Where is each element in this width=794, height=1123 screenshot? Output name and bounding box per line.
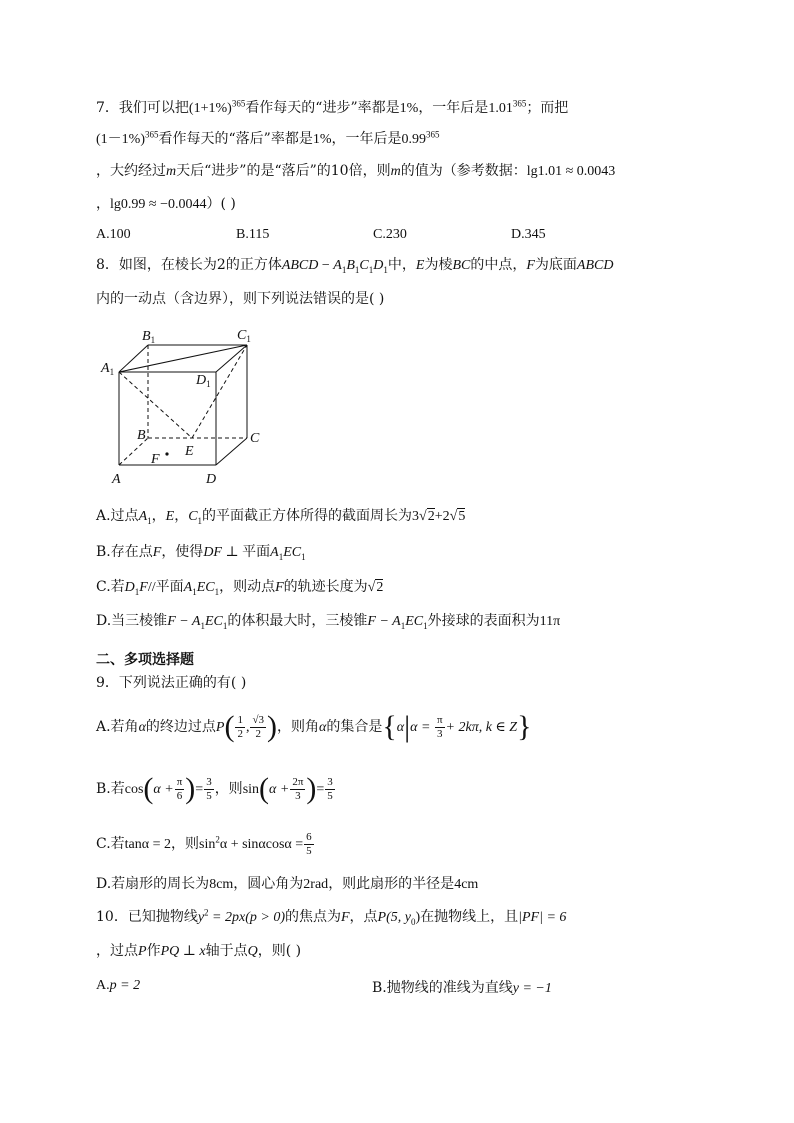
hidden-segment-a1e — [119, 372, 192, 438]
q10-line-2 — [96, 942, 301, 961]
paren: ( — [143, 772, 154, 805]
q9-option-d — [96, 875, 478, 894]
exponent: 365 — [145, 129, 159, 140]
text: ， — [151, 508, 166, 524]
math: F − A — [167, 614, 201, 629]
math: y = −1 — [512, 981, 552, 996]
math: DF — [203, 545, 222, 560]
math: P — [215, 720, 225, 735]
math: BC — [452, 258, 471, 273]
edge — [119, 345, 148, 372]
sqrt-sign: √ — [449, 509, 458, 524]
text: 的轨迹长度为 — [283, 579, 368, 595]
math: P(5, y — [377, 910, 411, 925]
q7-text: 天后“进步”的是“落后”的10倍，则 — [176, 163, 391, 179]
var-m: m — [166, 164, 177, 179]
text: A.过点 — [96, 508, 139, 524]
q7-value: 1.01 — [488, 101, 513, 116]
denominator: 6 — [176, 789, 183, 802]
q7-value: 0.99 — [401, 132, 426, 147]
math: A — [138, 509, 148, 524]
math: EC — [283, 545, 302, 560]
text: D.当三棱锥 — [96, 613, 168, 629]
text: ，使得 — [161, 544, 204, 560]
label-c1: $C_1$ — [237, 328, 251, 344]
paren: ( — [259, 772, 270, 805]
math: α = — [410, 720, 434, 735]
q7-text: ；而把 — [526, 100, 569, 116]
sqrt-sign: √ — [367, 580, 376, 595]
math: + 2kπ, k ∈ Z — [445, 720, 518, 735]
q7-line-2 — [96, 130, 440, 149]
brace: { — [382, 710, 397, 743]
math: y — [197, 910, 205, 925]
math: EC — [196, 580, 215, 595]
math: 3 — [412, 509, 420, 524]
paren: ( — [224, 710, 235, 743]
denominator: 5 — [306, 844, 312, 857]
fraction — [435, 714, 445, 741]
math: sin — [199, 837, 216, 852]
radicand: 2 — [427, 509, 435, 524]
label-a1: $A_1$ — [101, 361, 115, 377]
math: = 2px(p > 0) — [208, 910, 285, 925]
q8-text: 中， — [387, 257, 416, 273]
text: ，则此扇形的半径是 — [328, 876, 455, 892]
q7-option-c: C.230 — [373, 227, 407, 242]
denominator: 5 — [206, 789, 212, 802]
math: F — [340, 910, 350, 925]
math: D — [373, 258, 384, 273]
q7-ref-2: lg0.99 ≈ −0.0044 — [110, 197, 207, 212]
text: 作 — [146, 943, 161, 959]
subscript: 1 — [423, 620, 428, 631]
math: α — [319, 720, 327, 735]
fraction — [290, 776, 305, 803]
edge — [216, 345, 247, 372]
q7-line-3 — [96, 162, 615, 181]
text: ，过点 — [96, 943, 138, 959]
denominator: 2 — [255, 727, 261, 740]
text: ，圆心角为 — [233, 876, 304, 892]
radicand: 2 — [376, 580, 384, 595]
text: ，则( ) — [257, 943, 302, 959]
text: C.若 — [96, 836, 125, 852]
math: B — [346, 258, 355, 273]
q7-line-4 — [96, 195, 236, 214]
q7-percent: 1% — [399, 101, 419, 116]
section-heading: 二、多项选择题 — [96, 652, 194, 668]
subscript: 1 — [134, 586, 140, 597]
exponent: 365 — [426, 129, 440, 140]
fraction — [175, 776, 185, 803]
diagonal-a1c1 — [119, 345, 247, 372]
numerator: π — [176, 775, 183, 788]
math: ⊥ — [221, 545, 243, 560]
q7-text: 7．我们可以把 — [96, 100, 189, 116]
denominator: 5 — [327, 789, 333, 802]
q7-option-a: A.100 — [96, 227, 131, 242]
math: 2rad — [303, 877, 329, 892]
math: α + — [153, 782, 174, 797]
q7-percent: 1% — [312, 132, 332, 147]
text: A. — [96, 978, 110, 993]
text: D.若扇形的周长为 — [96, 876, 210, 892]
label-b1: $B_1$ — [142, 329, 156, 345]
fraction — [304, 831, 314, 858]
q9-option-a — [96, 710, 532, 743]
math: ABCD — [281, 258, 319, 273]
q8-text: 8．如图，在棱长为2的正方体 — [96, 257, 282, 273]
q8-option-c — [96, 578, 383, 597]
math: E — [165, 509, 175, 524]
sqrt-sign: √ — [419, 509, 427, 524]
text: 的平面截正方体所得的截面周长为 — [202, 508, 413, 524]
label-a: A — [112, 472, 121, 487]
math: F — [526, 258, 535, 273]
q7-text: 看作每天的“进步”率都是 — [245, 100, 400, 116]
exponent: 365 — [512, 98, 527, 109]
text: 平面 — [155, 579, 184, 595]
math: EC — [405, 614, 424, 629]
subscript: 1 — [147, 515, 152, 526]
point-f — [165, 452, 168, 455]
math: +2 — [434, 509, 450, 524]
math: A — [333, 258, 342, 273]
q8-line-1 — [96, 256, 613, 275]
math: p = 2 — [109, 978, 141, 993]
text: 的终边过点 — [145, 719, 216, 735]
math: D — [124, 580, 135, 595]
math: F — [139, 580, 148, 595]
subscript: 1 — [214, 586, 220, 597]
subscript: 1 — [341, 264, 347, 275]
subscript: 1 — [278, 551, 284, 562]
q9-option-b — [96, 772, 336, 805]
math: cos — [124, 782, 144, 797]
numerator: √3 — [252, 713, 265, 726]
math: PQ — [160, 944, 180, 959]
math: F − A — [367, 614, 401, 629]
q7-ref-1: lg1.01 ≈ 0.0043 — [526, 164, 616, 179]
math: α — [138, 720, 146, 735]
fraction — [235, 714, 245, 741]
q7-bracket: ）( ) — [206, 196, 236, 212]
q7-option-d: D.345 — [511, 227, 546, 242]
text: B.存在点 — [96, 544, 153, 560]
subscript: 1 — [200, 620, 205, 631]
math: A — [183, 580, 193, 595]
label-b: B — [137, 428, 146, 443]
text: ，则 — [171, 836, 200, 852]
subscript: 1 — [192, 586, 197, 597]
subscript: 1 — [368, 264, 374, 275]
numerator: 2π — [292, 775, 304, 788]
q9-option-c — [96, 830, 315, 859]
q7-line-1 — [96, 99, 568, 118]
numerator: 1 — [237, 713, 243, 726]
label-c: C — [250, 431, 260, 446]
text: ， — [174, 508, 189, 524]
subscript: 0 — [410, 916, 416, 927]
math: 4cm — [454, 877, 479, 892]
subscript: 1 — [383, 264, 388, 275]
subscript: 1 — [197, 515, 203, 526]
text: 的焦点为 — [284, 909, 341, 925]
text: B.若 — [96, 781, 125, 797]
subscript: 1 — [400, 620, 406, 631]
fraction — [325, 776, 335, 803]
math: A — [270, 545, 279, 560]
math: Q — [247, 944, 258, 959]
cube-figure — [95, 320, 275, 490]
q7-text: ，大约经过 — [96, 163, 166, 179]
q7-expr: (1+1%) — [188, 101, 232, 116]
var-m: m — [390, 164, 401, 179]
q8-option-d — [96, 612, 560, 631]
math: = — [195, 782, 204, 797]
math: sin — [242, 782, 260, 797]
math: F — [152, 545, 162, 560]
denominator: 2 — [237, 727, 243, 740]
numerator: 3 — [206, 775, 212, 788]
subscript: 1 — [222, 620, 228, 631]
math: ABCD — [576, 258, 614, 273]
math: P — [138, 944, 147, 959]
math: C — [188, 509, 198, 524]
fraction — [204, 776, 214, 803]
denominator: 3 — [295, 789, 301, 802]
q7-text: ，一年后是 — [331, 131, 402, 147]
math: α — [396, 720, 405, 735]
q7-text: 的值为（参考数据： — [400, 163, 527, 179]
numerator: 3 — [327, 775, 333, 788]
math: , — [245, 720, 250, 735]
numerator: π — [436, 713, 443, 726]
math: tanα = 2 — [124, 837, 172, 852]
text: ，点 — [349, 909, 378, 925]
label-d: D — [206, 472, 217, 487]
q10-option-a — [96, 977, 140, 994]
q8-text: 的中点， — [470, 257, 527, 273]
paren: ) — [306, 772, 317, 805]
bar: | — [404, 710, 411, 743]
text: ，则动点 — [219, 579, 276, 595]
text: 外接球的表面积为 — [427, 613, 540, 629]
text: 的体积最大时，三棱锥 — [227, 613, 368, 629]
numerator: 6 — [306, 830, 312, 843]
exponent: 365 — [231, 98, 246, 109]
brace: } — [517, 710, 532, 743]
exponent: 2 — [204, 907, 209, 918]
text: 10．已知抛物线 — [96, 909, 198, 925]
denominator: 3 — [437, 727, 443, 740]
math: 11π — [539, 614, 561, 629]
text: 轴于点 — [205, 943, 248, 959]
text: A.若角 — [96, 719, 139, 735]
q10-line-1 — [96, 908, 566, 927]
math: α + — [269, 782, 290, 797]
edge — [216, 438, 247, 465]
math: α + sinαcosα = — [219, 837, 304, 852]
math: EC — [205, 614, 223, 629]
q8-text: 为棱 — [424, 257, 453, 273]
math: = — [316, 782, 325, 797]
text: C.若 — [96, 579, 125, 595]
text: 平面 — [242, 544, 271, 560]
q9-stem: 9．下列说法正确的有( ) — [96, 675, 247, 691]
math: ) — [415, 910, 421, 925]
q7-text: ， — [96, 196, 110, 212]
label-d1: $D_1$ — [196, 373, 211, 389]
label-e: E — [185, 444, 194, 459]
math: − — [318, 258, 334, 273]
q8-option-a — [96, 507, 465, 526]
text: ，则角 — [277, 719, 320, 735]
q8-option-b — [96, 543, 306, 562]
paren: ) — [185, 772, 196, 805]
math: // — [147, 580, 156, 595]
math: C — [359, 258, 369, 273]
math: 8cm — [209, 877, 234, 892]
text: 在抛物线上，且 — [420, 909, 519, 925]
hidden-segment-ec1 — [192, 345, 247, 438]
math: ⊥ x — [179, 944, 206, 959]
subscript: 1 — [301, 551, 306, 562]
q7-text: ，一年后是 — [418, 100, 489, 116]
q10-option-b — [372, 977, 552, 997]
math: |PF| = 6 — [518, 910, 567, 925]
fraction — [250, 714, 266, 741]
q7-option-b: B.115 — [236, 227, 270, 242]
paren: ) — [267, 710, 278, 743]
label-f: F — [151, 452, 160, 467]
q8-text: 为底面 — [534, 257, 577, 273]
math: E — [415, 258, 425, 273]
q8-line-2: 内的一动点（含边界），则下列说法错误的是( ) — [96, 291, 385, 307]
q7-text: 看作每天的“落后”率都是 — [158, 131, 313, 147]
exponent: 2 — [215, 834, 220, 845]
radicand: 5 — [458, 509, 466, 524]
subscript: 1 — [354, 264, 360, 275]
q7-expr: (1－1%) — [96, 132, 145, 147]
text: ，则 — [214, 781, 243, 797]
math: F — [275, 580, 284, 595]
text: B.抛物线的准线为直线 — [372, 980, 513, 996]
text: 的集合是 — [326, 719, 383, 735]
